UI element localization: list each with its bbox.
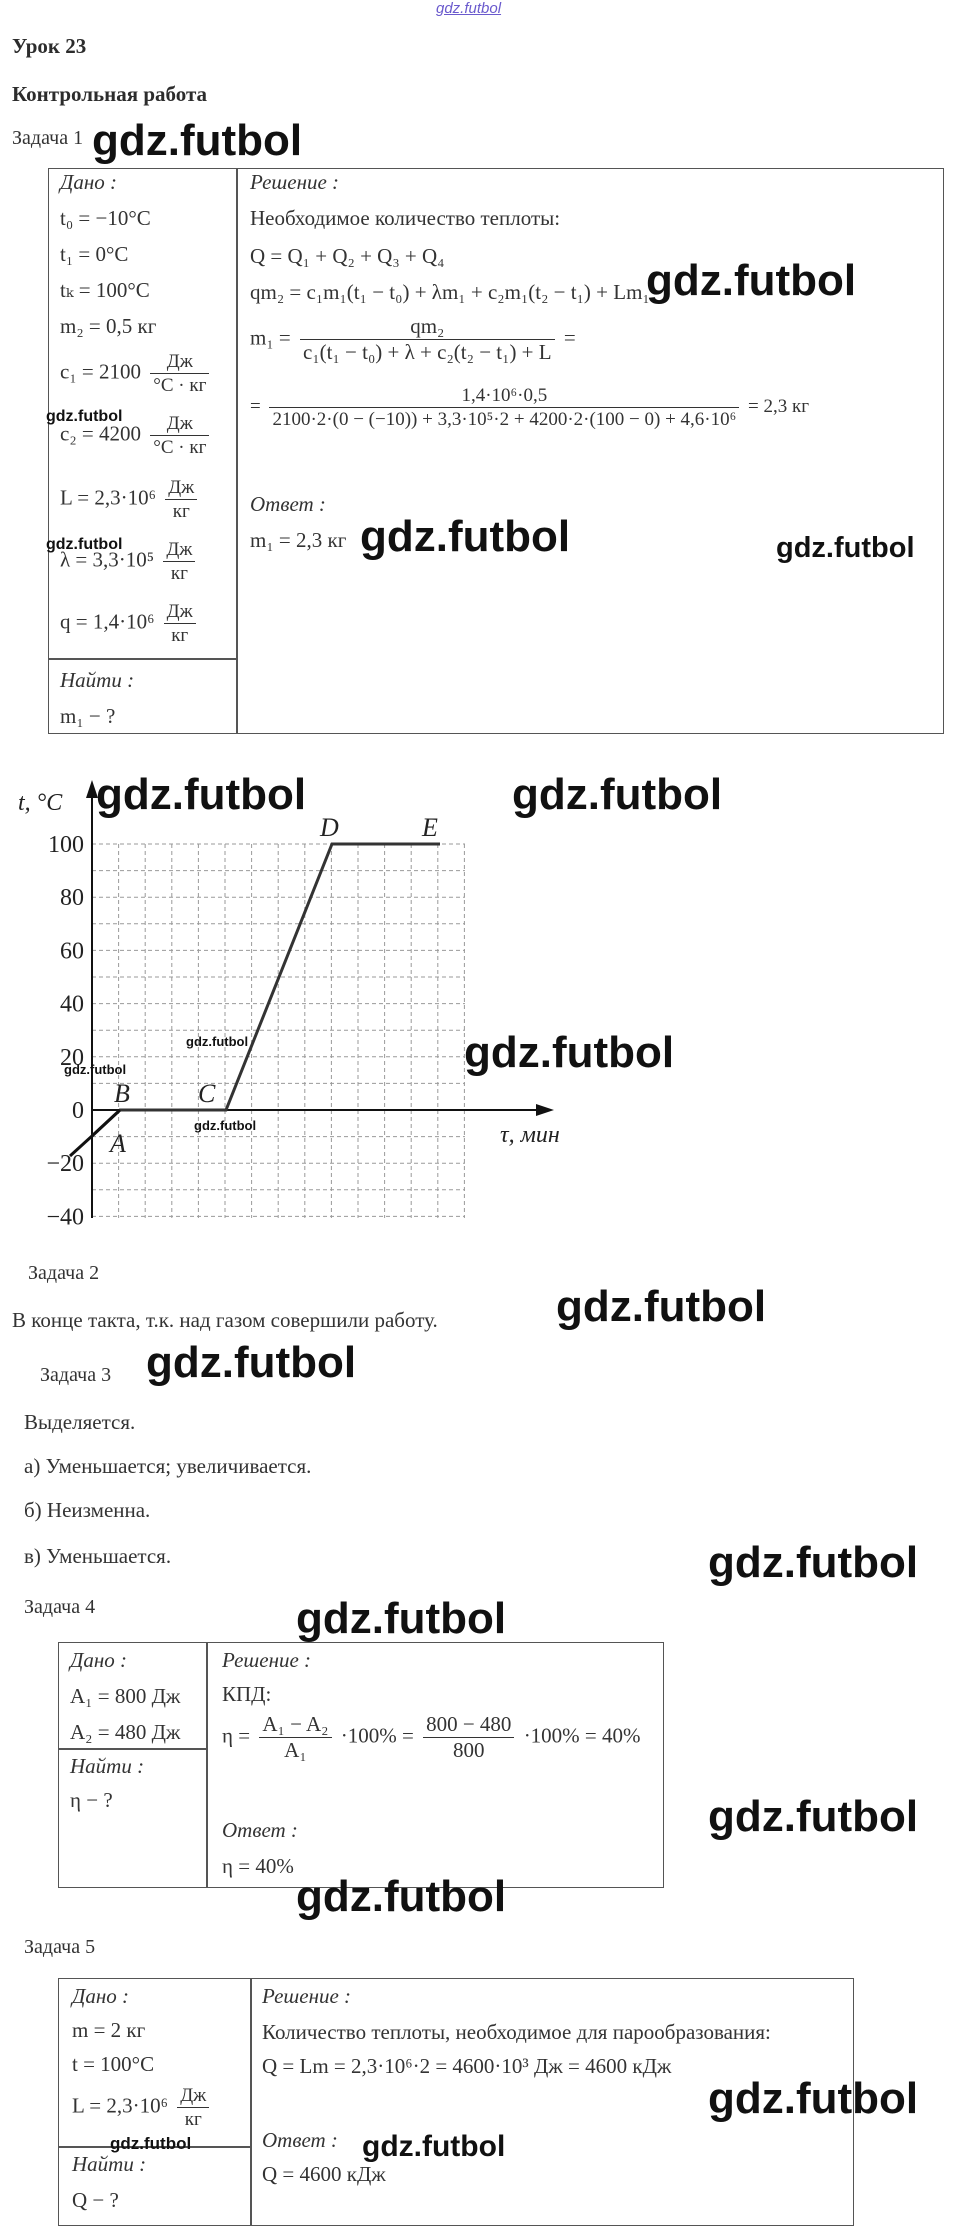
task1-calc: = $\frac{\text{1,4·10⁶·0,5}}{\text{2100·2·(0 − (−10)) + 3,3·10⁵·2 + 4200·2·(100 − 0) + 4,6·10⁶}}$ = 2,3 кг <box>250 385 810 430</box>
x-axis-label: τ, мин <box>500 1122 560 1148</box>
given-q: q = 1,4·10⁶ $\frac{Дж}{кг}$ <box>60 602 200 645</box>
task1-label: Задача 1 <box>12 127 84 149</box>
watermark: gdz.futbol <box>708 1538 919 1587</box>
watermark: gdz.futbol <box>64 1062 127 1077</box>
lesson-title: Урок 23 <box>12 34 87 58</box>
task1-find: m₁ − ? <box>60 704 116 728</box>
task5-label: Задача 5 <box>24 1936 96 1958</box>
task5-solution-title: Решение : <box>262 1984 352 2008</box>
task4-given-a1: A₁ = 800 Дж <box>70 1684 181 1708</box>
watermark: gdz.futbol <box>296 1872 507 1921</box>
task3-line3: б) Неизменна. <box>24 1498 151 1522</box>
watermark: gdz.futbol <box>92 116 303 165</box>
task5-find: Q − ? <box>72 2188 119 2212</box>
watermark: gdz.futbol <box>296 1594 507 1643</box>
given-q-value: q = 1,4·10⁶ <box>60 609 155 634</box>
task1-find-title: Найти : <box>60 668 135 692</box>
task4-table <box>58 1642 664 1888</box>
y-tick-label: 20 <box>60 1044 84 1071</box>
task4-find-title: Найти : <box>70 1754 145 1778</box>
site-link[interactable]: gdz.futbol <box>436 0 502 17</box>
task1-m1-formula: m₁ = $\frac{\text{qm₂}}{\text{c₁(t₁ − t₀) + λ + c₂(t₂ − t₁) + L}}$ = <box>250 314 576 364</box>
task5-given-title: Дано : <box>72 1984 130 2008</box>
watermark: gdz.futbol <box>46 536 123 553</box>
work-title: Контрольная работа <box>12 82 208 106</box>
watermark: gdz.futbol <box>708 1792 919 1841</box>
task4-given-title: Дано : <box>70 1648 128 1672</box>
y-tick-label: 80 <box>60 885 84 912</box>
task5-answer-title: Ответ : <box>262 2128 338 2152</box>
task5-find-title: Найти : <box>72 2152 147 2176</box>
y-tick-label: −40 <box>46 1204 84 1230</box>
y-tick-label: 60 <box>60 938 84 965</box>
point-b-label: B <box>114 1079 130 1108</box>
watermark: gdz.futbol <box>194 1118 257 1133</box>
point-c-label: C <box>198 1079 216 1108</box>
point-d-label: D <box>320 813 339 842</box>
task5-sol-line1: Количество теплоты, необходимое для парообразования: <box>262 2020 771 2044</box>
task4-label: Задача 4 <box>24 1596 96 1618</box>
task1-solution-title: Решение : <box>250 170 340 194</box>
given-t1: t₁ = 0°C <box>60 242 129 266</box>
task2-text: В конце такта, т.к. над газом совершили работу. <box>12 1308 438 1332</box>
given-L-value: L = 2,3·10⁶ <box>60 485 156 510</box>
watermark: gdz.futbol <box>646 256 857 305</box>
task1-answer: m₁ = 2,3 кг <box>250 528 347 552</box>
point-e-label: E <box>422 813 438 842</box>
y-tick-label: 0 <box>72 1098 84 1124</box>
y-tick-label: 40 <box>60 991 84 1018</box>
y-tick-label: −20 <box>46 1151 84 1178</box>
task2-label: Задача 2 <box>28 1262 100 1284</box>
watermark: gdz.futbol <box>186 1034 249 1049</box>
task4-solution-title: Решение : <box>222 1648 312 1672</box>
given-c1: c₁ = 2100 $\frac{Дж}{^\circ C \cdot кг}$ <box>60 352 213 395</box>
point-a-label: A <box>110 1129 126 1158</box>
y-tick-label: 100 <box>48 832 84 858</box>
task5-answer: Q = 4600 кДж <box>262 2162 386 2186</box>
given-c2: c₂ = 4200 $\frac{Дж}{^\circ C \cdot кг}$ <box>60 414 213 457</box>
watermark: gdz.futbol <box>46 408 123 425</box>
watermark: gdz.futbol <box>96 770 307 819</box>
watermark: gdz.futbol <box>362 2130 506 2163</box>
task5-given-t: t = 100°C <box>72 2052 155 2076</box>
given-lambda: λ = 3,3·10⁵ $\frac{Дж}{кг}$ <box>60 540 199 583</box>
task4-formula: η = $\frac{\text{A₁ − A₂}}{\text{A₁}}$ ·100% = $\frac{800 - 480}{800}$ ·100% = 40% <box>222 1712 641 1762</box>
task1-sol-line2: Q = Q₁ + Q₂ + Q₃ + Q₄ <box>250 244 445 268</box>
watermark: gdz.futbol <box>110 2134 192 2153</box>
watermark: gdz.futbol <box>708 2074 919 2123</box>
watermark: gdz.futbol <box>360 512 571 561</box>
given-m2: m₂ = 0,5 кг <box>60 314 157 338</box>
watermark: gdz.futbol <box>464 1028 675 1077</box>
task1-answer-title: Ответ : <box>250 492 326 516</box>
task3-label: Задача 3 <box>40 1364 112 1386</box>
watermark: gdz.futbol <box>512 770 723 819</box>
given-lambda-value: λ = 3,3·10⁵ <box>60 547 155 572</box>
task5-given-L-value: L = 2,3·10⁶ <box>72 2093 168 2118</box>
task3-line2: а) Уменьшается; увеличивается. <box>24 1454 312 1478</box>
task4-sol-line1: КПД: <box>222 1682 272 1706</box>
task1-sol-line1: Необходимое количество теплоты: <box>250 206 561 230</box>
task5-given-m: m = 2 кг <box>72 2018 146 2042</box>
given-tk: tₖ = 100°C <box>60 278 150 302</box>
task5-given-L: L = 2,3·10⁶ $\frac{Дж}{кг}$ <box>72 2086 213 2129</box>
task1-sol-line3: qm₂ = c₁m₁(t₁ − t₀) + λm₁ + c₂m₁(t₂ − t₁) + Lm₁ <box>250 280 650 304</box>
given-c1-value: c₁ = 2100 <box>60 359 141 384</box>
given-L: L = 2,3·10⁶ $\frac{Дж}{кг}$ <box>60 478 201 521</box>
task4-given-a2: A₂ = 480 Дж <box>70 1720 181 1744</box>
task4-find: η − ? <box>70 1788 113 1812</box>
task5-sol-line2: Q = Lm = 2,3·10⁶·2 = 4600·10³ Дж = 4600 кДж <box>262 2054 672 2078</box>
watermark: gdz.futbol <box>556 1282 767 1331</box>
given-t0: t₀ = −10°C <box>60 206 151 230</box>
task3-line4: в) Уменьшается. <box>24 1544 172 1568</box>
temperature-graph <box>10 770 610 1230</box>
task4-answer-title: Ответ : <box>222 1818 298 1842</box>
task3-line1: Выделяется. <box>24 1410 136 1434</box>
y-axis-label: t, °C <box>18 790 63 816</box>
task1-given-title: Дано : <box>60 170 118 194</box>
watermark: gdz.futbol <box>776 532 915 564</box>
watermark: gdz.futbol <box>146 1338 357 1387</box>
given-c2-value: c₂ = 4200 <box>60 421 141 446</box>
x-axis-arrow <box>536 1104 554 1116</box>
temperature-curve <box>92 844 440 1136</box>
task4-answer: η = 40% <box>222 1854 294 1878</box>
